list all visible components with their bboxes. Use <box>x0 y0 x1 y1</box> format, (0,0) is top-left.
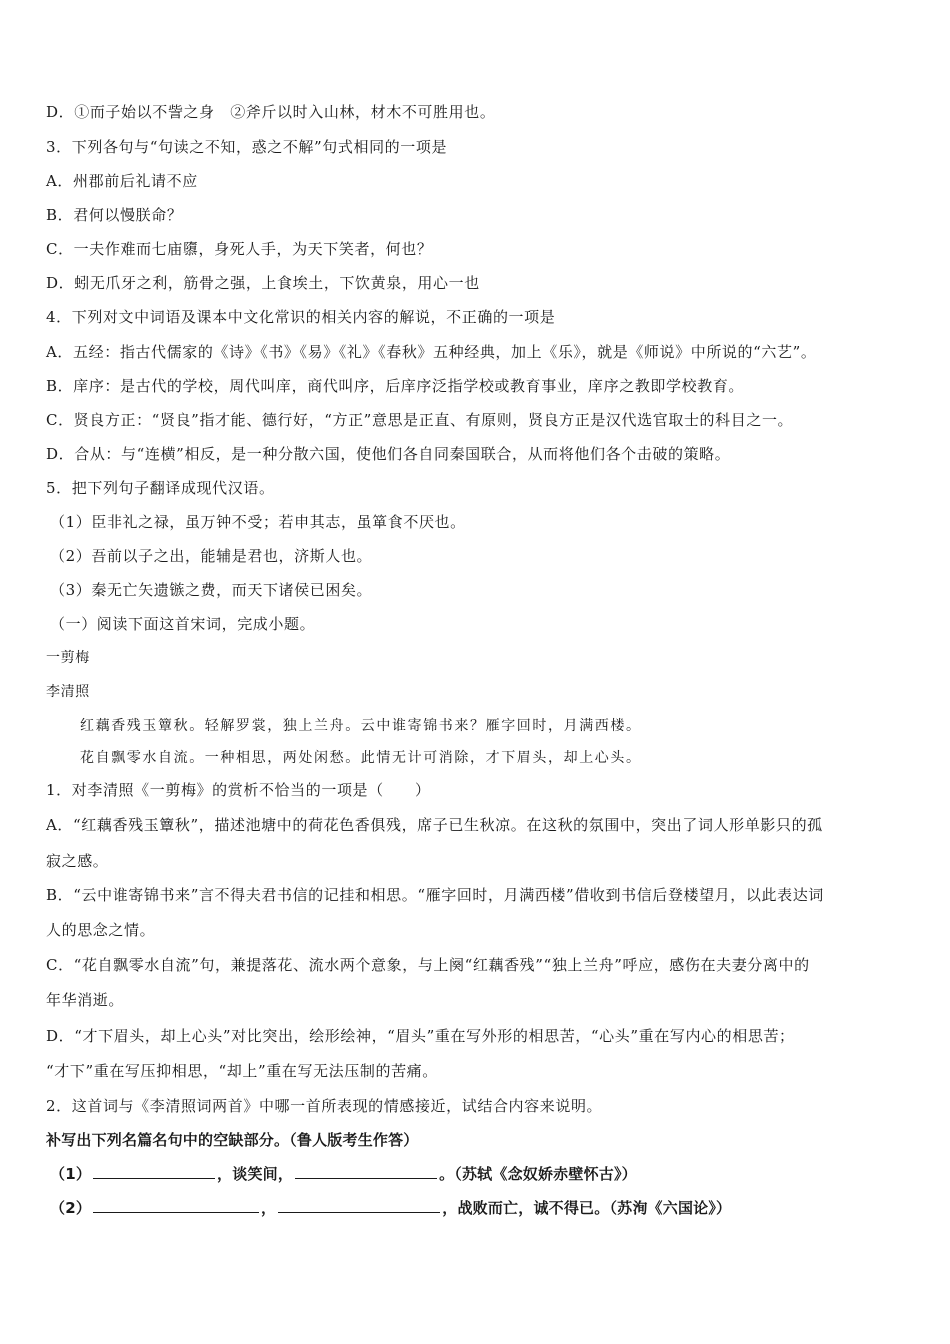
q3-option-a: A．州郡前后礼请不应 <box>46 172 198 190</box>
p1-option-d-line1: D．“才下眉头，却上心头”对比突出，绘形绘神，“眉头”重在写外形的相思苦，“心头”重在写内心的相思苦； <box>46 1027 795 1045</box>
q5-stem: 5．把下列句子翻译成现代汉语。 <box>46 479 275 497</box>
q4-stem: 4．下列对文中词语及课本中文化常识的相关内容的解说，不正确的一项是 <box>46 308 556 326</box>
q3-stem: 3．下列各句与“句读之不知，惑之不解”句式相同的一项是 <box>46 138 448 156</box>
p1-option-d-line2: “才下”重在写压抑相思，“却上”重在写无法压制的苦痛。 <box>46 1062 438 1080</box>
p1-stem: 1．对李清照《一剪梅》的赏析不恰当的一项是（ ） <box>46 781 431 799</box>
q2-option-d: D．①而子始以不訾之身 ②斧斤以时入山林，材木不可胜用也。 <box>46 103 496 121</box>
q3-option-d: D．蚓无爪牙之利，筋骨之强，上食埃土，下饮黄泉，用心一也 <box>46 274 480 292</box>
item-end-text: 。（苏轼《念奴娇赤壁怀古》） <box>439 1165 637 1183</box>
fill-in-item-1 <box>50 1164 637 1184</box>
poem-line-2: 花自飘零水自流。一种相思，两处闲愁。此情无计可消除，才下眉头，却上心头。 <box>80 750 642 766</box>
q5-item-2: （2）吾前以子之出，能辅是君也，济斯人也。 <box>50 547 373 565</box>
item-end-text: ，战败而亡，诚不得已。（苏洵《六国论》） <box>442 1199 732 1217</box>
p1-option-a-line1: A．“红藕香残玉簟秋”，描述池塘中的荷花色香俱残，席子已生秋凉。在这秋的氛围中，突出了词人形单影只的孤 <box>46 816 823 834</box>
answer-blank-2b[interactable] <box>278 1198 440 1213</box>
item-mid-text: ，谈笑间， <box>217 1165 294 1183</box>
poem-line-1: 红藕香残玉簟秋。轻解罗裳，独上兰舟。云中谁寄锦书来？雁字回时，月满西楼。 <box>80 718 642 734</box>
fill-in-heading: 补写出下列名篇名句中的空缺部分。（鲁人版考生作答） <box>46 1131 419 1149</box>
q3-option-b: B．君何以慢朕命？ <box>46 206 183 224</box>
q4-option-a: A．五经：指古代儒家的《诗》《书》《易》《礼》《春秋》五种经典，加上《乐》，就是《师说》中所说的“六艺”。 <box>46 343 817 361</box>
fill-in-item-2 <box>50 1198 731 1218</box>
p1-option-b-line1: B．“云中谁寄锦书来”言不得夫君书信的记挂和相思。“雁字回时，月满西楼”借收到书信后登楼望月，以此表达词 <box>46 886 824 904</box>
item-number: （2） <box>50 1199 92 1217</box>
p1-option-a-line2: 寂之感。 <box>46 852 109 870</box>
p2-stem: 2．这首词与《李清照词两首》中哪一首所表现的情感接近，试结合内容来说明。 <box>46 1097 603 1115</box>
poem-author: 李清照 <box>46 684 90 700</box>
q3-option-c: C．一夫作难而七庙隳，身死人手，为天下笑者，何也？ <box>46 240 433 258</box>
answer-blank-1b[interactable] <box>295 1164 437 1179</box>
answer-blank-2a[interactable] <box>93 1198 259 1213</box>
section-heading: （一）阅读下面这首宋词，完成小题。 <box>50 615 316 633</box>
item-number: （1） <box>50 1165 92 1183</box>
p1-option-c-line2: 年华消逝。 <box>46 991 125 1009</box>
q4-option-b: B．庠序：是古代的学校，周代叫庠，商代叫序，后庠序泛指学校或教育事业，庠序之教即学校教育。 <box>46 377 745 395</box>
item-mid-text: ， <box>261 1199 277 1217</box>
q4-option-c: C．贤良方正：“贤良”指才能、德行好，“方正”意思是正直、有原则，贤良方正是汉代选官取士的科目之一。 <box>46 411 794 429</box>
answer-blank-1a[interactable] <box>93 1164 215 1179</box>
p1-option-c-line1: C．“花自飘零水自流”句，兼提落花、流水两个意象，与上阕“红藕香残”“独上兰舟”呼应，感伤在夫妻分离中的 <box>46 956 810 974</box>
q4-option-d: D．合从：与“连横”相反，是一种分散六国，使他们各自同秦国联合，从而将他们各个击破的策略。 <box>46 445 731 463</box>
q5-item-3: （3）秦无亡矢遗镞之费，而天下诸侯已困矣。 <box>50 581 373 599</box>
p1-option-b-line2: 人的思念之情。 <box>46 921 156 939</box>
poem-title: 一剪梅 <box>46 650 90 666</box>
q5-item-1: （1）臣非礼之禄，虽万钟不受；若申其志，虽箪食不厌也。 <box>50 513 466 531</box>
